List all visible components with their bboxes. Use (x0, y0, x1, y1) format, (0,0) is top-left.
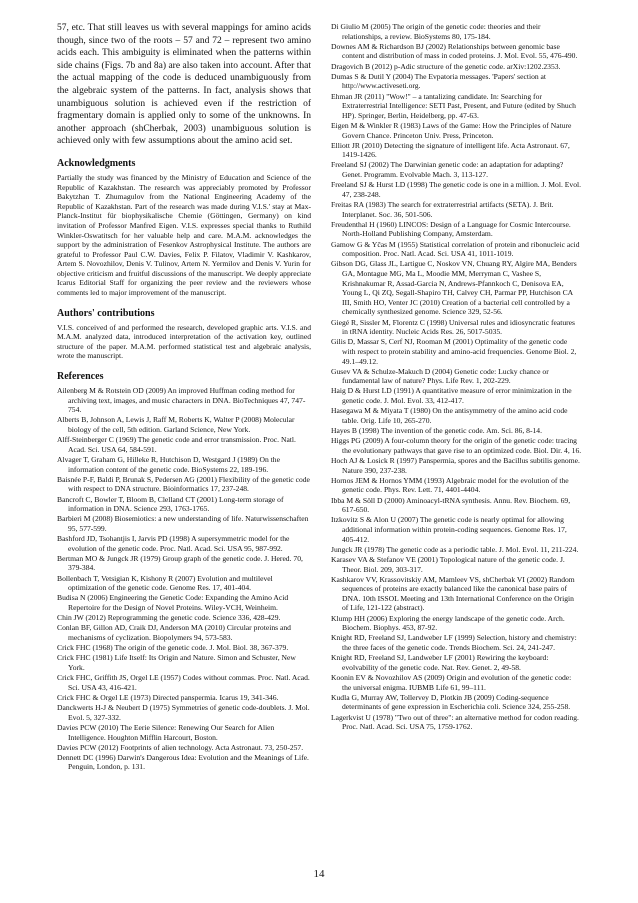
reference-item: Hornos JEM & Hornos YMM (1993) Algebraic model for the evolution of the genetic code. Phys. Rev. Lett. 71, 4401-4404. (331, 475, 569, 495)
reference-item: Baisnée P-F, Baldi P, Brunak S, Pedersen AG (2001) Flexibility of the genetic code with respect to DNA structure. Bioinformatics 17, 237-248. (57, 474, 310, 494)
reference-item: Bertman MO & Jungck JR (1979) Group graph of the genetic code. J. Hered. 70, 379-384. (57, 553, 303, 573)
reference-item: Knight RD, Freeland SJ, Landweber LF (1999) Selection, history and chemistry: the three faces of the genetic code. Trends Biochem. Sci. 24, 241-247. (331, 633, 577, 653)
reference-item: Alff-Steinberger C (1969) The genetic code and error transmission. Proc. Natl. Acad. Sci. USA 64, 584-591. (57, 435, 296, 454)
reference-item: Bancroft C, Bowler T, Bloom B, Clelland CT (2001) Long-term storage of information in DNA. Science 293, 1763-1765. (57, 494, 284, 514)
reference-item: Jungck JR (1978) The genetic code as a periodic table. J. Mol. Evol. 11, 211-224. (331, 544, 579, 554)
reference-item: Bollenbach T, Vetsigian K, Kishony R (2007) Evolution and multilevel optimization of the genetic code. Genome Res. 17, 401-404. (57, 573, 273, 593)
reference-item: Davies PCW (2010) The Eerie Silence: Renewing Our Search for Alien Intelligence. Houghton Mifflin Harcourt, Boston. (57, 722, 275, 742)
reference-item: Ailenberg M & Rotstein OD (2009) An improved Huffman coding method for archiving text, images, and music characters in DNA. BioTechniques 47, 747-754. (57, 386, 306, 415)
page-number: 14 (313, 868, 325, 880)
acknowledgments-text: Partially the study was financed by the Ministry of Education and Science of the Republic of Kazakhstan. The research was appreciably promoted by Professor Bakytzhan T. Zhumagulov from the National Engineering Academy of the Republic of Kazakhstan. Part of the research was made during V.I.S.' stay at Max-Planck-Institut für biophysikalische Chemie (Göttingen, Germany) on kind invitation of Professor Manfred Eigen. V.I.S. expresses special thanks to Ruthild Winkler-Oswatitsch for her valuable help and care. M.A.M. acknowledges the support by the administration of Fesenkov Astrophysical Institute. The authors are grateful to Professor Paul C.W. Davies, Felix P. Filatov, Vladimir V. Kashkarov, Artem S. Novozhilov, Denis V. Tulinov, Artem N. Yermilov and Denis V. Yurin for objective criticism and fruitful discussions of the manuscript. We deeply appreciate Icarus Editorial Staff for organizing the peer review and the reviewers whose comments led to major improvement of the manuscript. (57, 172, 311, 298)
reference-item: Freeland SJ & Hurst LD (1998) The genetic code is one in a million. J. Mol. Evol. 47, 238-248. (331, 180, 581, 199)
reference-item: Crick FHC (1981) Life Itself: Its Origin and Nature. Simon and Schuster, New York. (57, 653, 296, 672)
reference-item: Barbieri M (2008) Biosemiotics: a new understanding of life. Naturwissenschaften 95, 577-599. (57, 514, 309, 533)
reference-item: Davies PCW (2012) Footprints of alien technology. Acta Astronaut. 73, 250-257. (57, 742, 304, 752)
reference-item: Di Giulio M (2005) The origin of the genetic code: theories and their relationships, a review. BioSystems 80, 175-184. (331, 22, 541, 41)
reference-item: Hoch AJ & Losick R (1997) Panspermia, spores and the Bacillus subtilis genome. Nature 390, 237-238. (331, 456, 580, 475)
references-heading: References (57, 371, 104, 383)
reference-item: Hayes B (1998) The invention of the genetic code. Am. Sci. 86, 8-14. (331, 426, 542, 436)
acknowledgments-heading: Acknowledgments (57, 157, 136, 169)
reference-item: Chin JW (2012) Reprogramming the genetic code. Science 336, 428-429. (57, 613, 281, 623)
reference-item: Gusev VA & Schulze-Makuch D (2004) Genetic code: Lucky chance or fundamental law of nature? Phys. Life Rev. 1, 202-229. (331, 366, 549, 386)
contributions-heading: Authors' contributions (57, 307, 155, 319)
reference-item: Dumas S & Dutil Y (2004) The Evpatoria messages. 'Papers' section at http://www.activeseti.org. (331, 71, 547, 91)
reference-item: Ibba M & Söll D (2000) Aminoacyl-tRNA synthesis. Annu. Rev. Biochem. 69, 617-650. (331, 495, 571, 515)
intro-paragraph: 57, etc. That still leaves us with several mappings for amino acids though, since two of the roots – 57 and 72 – represent two amino acids each. This ambiguity is eliminated when the patterns within side chains (Figs. 7b and 8a) are also taken into account. After that the actual mapping of the code is deduced unambiguously from the algebraic system of the patterns. In fact, analysis shows that unambiguous solution is achieved even if the restriction of fragmentary domain is applied only to some of the unknowns. In another approach (shCherbak, 2003) unambiguous solution is achieved only with few assumptions about the amino acid set. (57, 23, 311, 147)
reference-item: Koonin EV & Novozhilov AS (2009) Origin and evolution of the genetic code: the universal enigma. IUBMB Life 61, 99–111. (331, 673, 572, 692)
reference-item: Gibson DG, Glass JL, Lartigue C, Noskov VN, Chuang RY, Algire MA, Benders GA, Montague MG, Ma L, Moodie MM, Merryman C, Vashee S, Krishnakumar R, Assad-Garcia N, Andrews-Pfannkoch C, Denisova EA, Young L, Qi ZQ, Segall-Shapiro TH, Calvey CH, Parmar PP, Hutchison CA III, Smith HO, Venter JC (2010) Creation of a bacterial cell controlled by a chemically synthesized genome. Science 329, 52-56. (331, 259, 577, 317)
right-column (331, 22, 582, 732)
reference-item: Crick FHC (1968) The origin of the genetic code. J. Mol. Biol. 38, 367-379. (57, 643, 289, 653)
reference-item: Elliott JR (2010) Detecting the signature of intelligent life. Acta Astronaut. 67, 1419-1426. (331, 140, 570, 160)
reference-item: Ehman JR (2011) "Wow!" – a tantalizing candidate. In: Searching for Extraterrestrial Intelligence: SETI Past, Present, and Future (edited by Shuch HP). Springer, Berlin, Heidelberg, pp. 47-63. (331, 91, 576, 120)
reference-item: Downes AM & Richardson BJ (2002) Relationships between genomic base content and distribution of mass in coded proteins. J. Mol. Evol. 55, 476-490. (331, 41, 578, 61)
reference-item: Kashkarov VV, Krassovitskiy AM, Mamleev VS, shCherbak VI (2002) Random sequences of proteins are exactly balanced like the canonical base pairs of DNA. 10th ISSOL Meeting and 13th International Conference on the Origin of Life, 121-122 (abstract). (331, 574, 575, 613)
reference-item: Gamow G & Yčas M (1955) Statistical correlation of protein and ribonucleic acid composition. Proc. Natl. Acad. Sci. USA 41, 1011-1019. (331, 239, 580, 259)
reference-item: Hasegawa M & Miyata T (1980) On the antisymmetry of the amino acid code table. Orig. Life 10, 265-270. (331, 406, 568, 425)
reference-item: Freeland SJ (2002) The Darwinian genetic code: an adaptation for adapting? Genet. Programm. Evolvable Mach. 3, 113-127. (331, 160, 564, 180)
reference-item: Alberts B, Johnson A, Lewis J, Raff M, Roberts K, Walter P (2008) Molecular biology of the cell, 5th edition. Garland Science, New York. (57, 415, 295, 434)
contributions-text: V.I.S. conceived of and performed the research, developed graphic arts. V.I.S. and M.A.M. analyzed data, introduced interpretation of the activation key, outlined structure of the paper. M.A.M. performed statistical test and algebraic analysis, wrote the manuscript. (57, 322, 311, 361)
reference-item: Giegé R, Sissler M, Florentz C (1998) Universal rules and idiosyncratic features in tRNA identity. Nucleic Acids Res. 26, 5017-5035. (331, 317, 575, 337)
reference-item: Bashford JD, Tsohantjis I, Jarvis PD (1998) A supersymmetric model for the evolution of the genetic code. Proc. Natl. Acad. Sci. USA 95, 987-992. (57, 534, 290, 553)
reference-item: Danckwerts H-J & Neubert D (1975) Symmetries of genetic code-doublets. J. Mol. Evol. 5, 327-332. (57, 703, 310, 722)
reference-item: Karasev VA & Stefanov VE (2001) Topological nature of the genetic code. J. Theor. Biol. 209, 303-317. (331, 554, 565, 574)
reference-item: Eigen M & Winkler R (1983) Laws of the Game: How the Principles of Nature Govern Chance. Princeton Univ. Press, Princeton. (331, 120, 572, 140)
reference-item: Haig D & Hurst LD (1991) A quantitative measure of error minimization in the genetic code. J. Mol. Evol. 33, 412-417. (331, 386, 572, 406)
right-reference-list (331, 22, 582, 732)
reference-item: Crick FHC, Griffith JS, Orgel LE (1957) Codes without commas. Proc. Natl. Acad. Sci. USA 43, 416-421. (57, 673, 310, 692)
reference-item: Itzkovitz S & Alon U (2007) The genetic code is nearly optimal for allowing additional information within protein-coding sequences. Genome Res. 17, 405-412. (331, 515, 567, 544)
reference-item: Dennett DC (1996) Darwin's Dangerous Idea: Evolution and the Meanings of Life. Penguin, London, p. 131. (57, 752, 309, 772)
left-reference-list (57, 386, 311, 772)
reference-item: Budisa N (2006) Engineering the Genetic Code: Expanding the Amino Acid Repertoire for the Design of Novel Proteins. Wiley-VCH, Weinheim. (57, 593, 289, 613)
reference-item: Knight RD, Freeland SJ, Landweber LF (2001) Rewiring the keyboard: evolvability of the genetic code. Nat. Rev. Genet. 2, 49-58. (331, 653, 549, 672)
reference-item: Lagerkvist U (1978) "Two out of three": an alternative method for codon reading. Proc. Natl. Acad. Sci. USA 75, 1759-1762. (331, 712, 579, 732)
reference-item: Alvager T, Graham G, Hilleke R, Hutchison D, Westgard J (1989) On the information content of the genetic code. BioSystems 22, 189-196. (57, 454, 280, 474)
reference-item: Crick FHC & Orgel LE (1973) Directed panspermia. Icarus 19, 341-346. (57, 692, 279, 702)
reference-item: Klump HH (2006) Exploring the energy landscape of the genetic code. Arch. Biochem. Biophys. 453, 87-92. (331, 613, 565, 633)
reference-item: Gilis D, Massar S, Cerf NJ, Rooman M (2001) Optimality of the genetic code with respect to protein stability and amino-acid frequencies. Genome Biol. 2, 49.1–49.12. (331, 337, 577, 366)
reference-item: Conlan BF, Gillon AD, Craik DJ, Anderson MA (2010) Circular proteins and mechanisms of cyclization. Biopolymers 94, 573-583. (57, 623, 291, 642)
reference-item: Freitas RA (1983) The search for extraterrestrial artifacts (SETA). J. Brit. Interplanet. Soc. 36, 501-506. (331, 200, 554, 219)
reference-item: Freudenthal H (1960) LINCOS: Design of a Language for Cosmic Intercourse. North-Holland Publishing Company, Amsterdam. (331, 219, 571, 239)
reference-item: Higgs PG (2009) A four-column theory for the origin of the genetic code: tracing the evolutionary pathways that gave rise to an optimized code. Biol. Dir. 4, 16. (331, 436, 582, 455)
left-column (57, 22, 311, 773)
reference-item: Dragovich B (2012) p-Adic structure of the genetic code. arXiv:1202.2353. (331, 61, 561, 71)
reference-item: Kudla G, Murray AW, Tollervey D, Plotkin JB (2009) Coding-sequence determinants of gene expression in Escherichia coli. Science 324, 255-258. (331, 692, 571, 712)
